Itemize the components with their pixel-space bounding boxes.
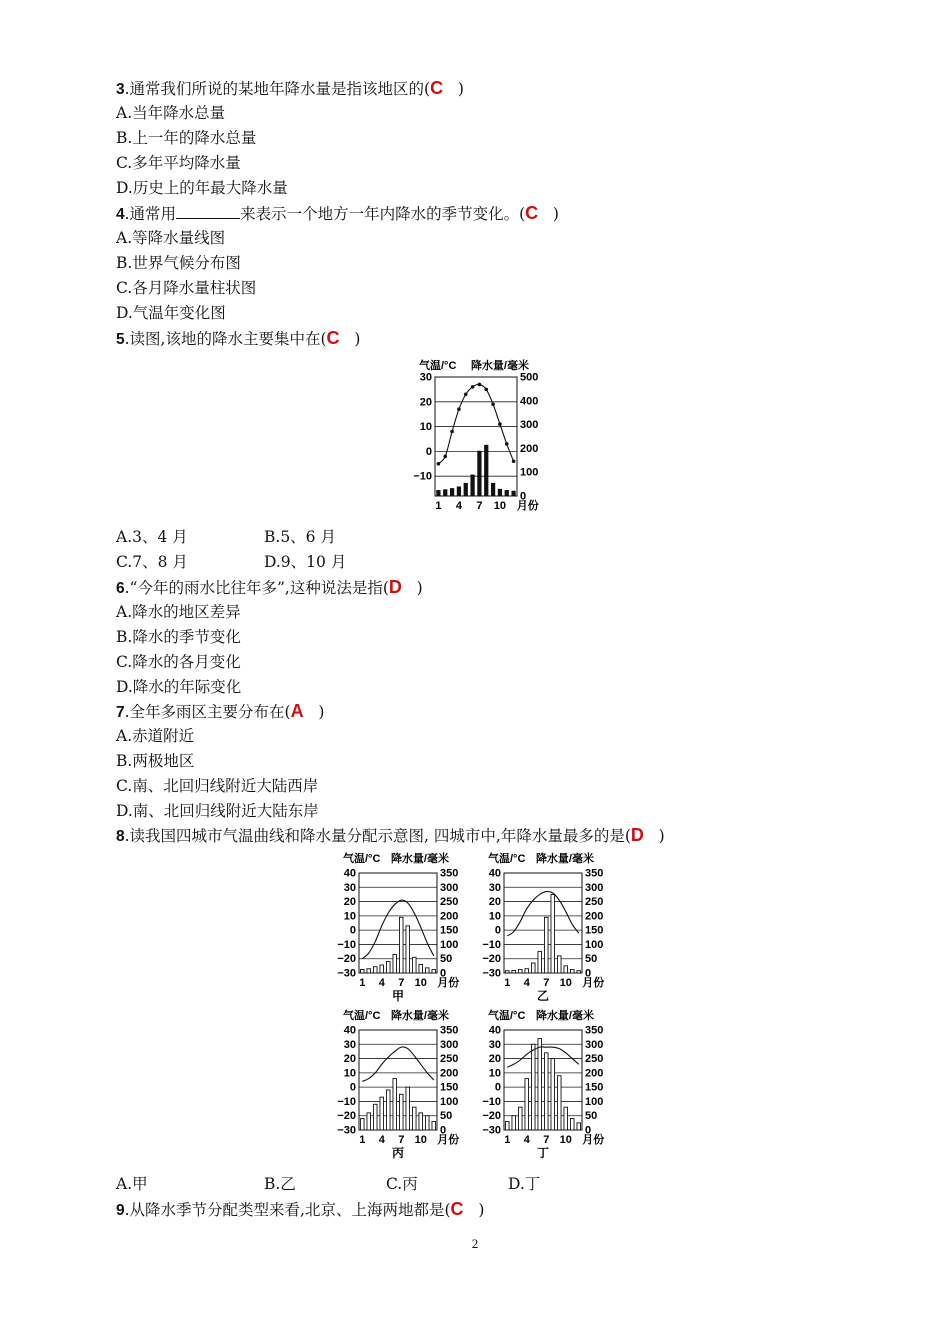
temperature-curve bbox=[362, 900, 434, 959]
q4-close: ) bbox=[552, 205, 559, 223]
q5-stem-text: .读图,该地的降水主要集中在( bbox=[124, 330, 327, 348]
precip-tick-label: 300 bbox=[440, 881, 459, 894]
temp-tick-label: 20 bbox=[419, 396, 432, 409]
q5-option-c: C.7、8 月 bbox=[116, 553, 188, 571]
month-tick-label: 1 bbox=[359, 977, 366, 989]
temp-tick-label: 0 bbox=[425, 445, 432, 458]
chart-frame bbox=[504, 1030, 582, 1130]
temperature-point bbox=[498, 422, 502, 426]
precip-bar bbox=[399, 917, 403, 973]
precip-bar bbox=[367, 1113, 371, 1130]
q8-stem bbox=[116, 825, 665, 847]
precip-bar bbox=[419, 1113, 423, 1130]
temp-tick-label: 20 bbox=[488, 1053, 501, 1066]
precip-tick-label: 50 bbox=[440, 953, 453, 966]
precip-tick-label: 0 bbox=[585, 967, 592, 980]
q4-option-b: B.世界气候分布图 bbox=[116, 254, 241, 272]
precip-axis-label: 降水量/毫米 bbox=[390, 853, 449, 865]
temp-tick-label: −30 bbox=[482, 1124, 501, 1137]
precip-tick-label: 350 bbox=[440, 867, 459, 880]
precip-bar bbox=[551, 894, 555, 973]
temperature-curve bbox=[362, 1047, 434, 1081]
q6-option-c: C.降水的各月变化 bbox=[116, 653, 241, 671]
q6-option-a: A.降水的地区差异 bbox=[116, 603, 241, 621]
temp-tick-label: 0 bbox=[494, 1081, 501, 1094]
q8-option-d: D.丁 bbox=[508, 1175, 541, 1193]
precip-bar bbox=[412, 957, 416, 973]
precip-bar bbox=[406, 926, 410, 973]
precip-bar bbox=[367, 969, 371, 973]
precip-tick-label: 300 bbox=[440, 1038, 459, 1051]
precip-bar bbox=[406, 1087, 410, 1130]
precip-bar bbox=[570, 970, 574, 973]
temp-axis-label: 气温/°C bbox=[488, 1010, 526, 1022]
q7-stem bbox=[116, 701, 324, 723]
q3-option-d: D.历史上的年最大降水量 bbox=[116, 179, 288, 197]
precip-bar bbox=[393, 1079, 397, 1130]
q3-option-b: B.上一年的降水总量 bbox=[116, 129, 257, 147]
month-tick-label: 4 bbox=[455, 500, 462, 512]
temperature-point bbox=[505, 442, 509, 446]
precip-tick-label: 200 bbox=[585, 910, 604, 923]
temp-tick-label: −30 bbox=[337, 1124, 356, 1137]
precip-tick-label: 400 bbox=[520, 395, 539, 408]
q7-number: 7 bbox=[116, 704, 125, 721]
temp-tick-label: −30 bbox=[482, 967, 501, 980]
month-tick-label: 10 bbox=[493, 500, 507, 512]
precip-bar bbox=[360, 1119, 364, 1130]
precip-tick-label: 0 bbox=[520, 490, 527, 503]
month-axis-label: 月份 bbox=[437, 1134, 460, 1146]
precip-tick-label: 150 bbox=[585, 924, 604, 937]
month-tick-label: 4 bbox=[378, 977, 385, 989]
q4-answer: C bbox=[525, 203, 539, 223]
precip-bar bbox=[512, 1116, 516, 1130]
precip-bar bbox=[505, 971, 509, 973]
temperature-point bbox=[478, 383, 482, 387]
temperature-curve bbox=[507, 1047, 579, 1067]
chart-frame bbox=[359, 873, 437, 973]
month-tick-label: 1 bbox=[504, 1134, 511, 1146]
temp-tick-label: −10 bbox=[482, 938, 501, 951]
q3-close: ) bbox=[457, 80, 464, 98]
precip-tick-label: 100 bbox=[440, 1095, 459, 1108]
precip-bar bbox=[432, 1121, 436, 1130]
temp-tick-label: −10 bbox=[482, 1095, 501, 1108]
temp-tick-label: 20 bbox=[343, 1053, 356, 1066]
month-axis-label: 月份 bbox=[437, 977, 460, 989]
q4-stem-text-a: .通常用 bbox=[124, 205, 177, 223]
precip-tick-label: 100 bbox=[585, 938, 604, 951]
temp-tick-label: 10 bbox=[488, 1067, 501, 1080]
month-tick-label: 7 bbox=[543, 977, 550, 989]
temperature-point bbox=[471, 385, 475, 389]
precip-tick-label: 0 bbox=[440, 1124, 447, 1137]
month-tick-label: 1 bbox=[359, 1134, 366, 1146]
chart-caption: 甲 bbox=[391, 989, 405, 1003]
precip-bar bbox=[470, 475, 474, 496]
precip-tick-label: 200 bbox=[440, 1067, 459, 1080]
q6-option-b: B.降水的季节变化 bbox=[116, 628, 241, 646]
month-tick-label: 10 bbox=[559, 1134, 572, 1146]
precip-tick-label: 250 bbox=[440, 896, 459, 909]
precip-tick-label: 50 bbox=[440, 1110, 453, 1123]
precip-bar bbox=[525, 1079, 529, 1130]
q7-answer: A bbox=[290, 701, 304, 721]
temperature-point bbox=[464, 393, 468, 397]
precip-axis-label: 降水量/毫米 bbox=[535, 853, 594, 865]
q8-chart-jia bbox=[335, 850, 475, 1010]
precip-bar bbox=[577, 971, 581, 973]
precip-bar bbox=[373, 1104, 377, 1130]
chart-caption: 丁 bbox=[536, 1146, 550, 1160]
q3-number: 3 bbox=[116, 81, 125, 98]
precip-tick-label: 150 bbox=[440, 924, 459, 937]
precip-bar bbox=[412, 1107, 416, 1130]
precip-bar bbox=[512, 970, 516, 973]
temp-tick-label: 10 bbox=[419, 421, 432, 434]
precip-axis-label: 降水量/毫米 bbox=[390, 1010, 449, 1022]
precip-tick-label: 50 bbox=[585, 953, 598, 966]
q7-option-d: D.南、北回归线附近大陆东岸 bbox=[116, 802, 319, 820]
month-tick-label: 7 bbox=[476, 500, 483, 512]
chart-caption: 乙 bbox=[536, 989, 550, 1003]
chart-caption: 丙 bbox=[391, 1146, 405, 1160]
precip-bar bbox=[484, 445, 488, 496]
precip-tick-label: 200 bbox=[585, 1067, 604, 1080]
temp-tick-label: −10 bbox=[413, 470, 432, 483]
precip-bar bbox=[380, 1097, 384, 1130]
q8-option-c: C.丙 bbox=[386, 1175, 418, 1193]
precip-tick-label: 350 bbox=[440, 1024, 459, 1037]
temp-tick-label: 10 bbox=[488, 910, 501, 923]
precip-tick-label: 150 bbox=[440, 1081, 459, 1094]
temp-tick-label: 20 bbox=[488, 896, 501, 909]
temp-tick-label: 10 bbox=[343, 910, 356, 923]
q3-option-c: C.多年平均降水量 bbox=[116, 154, 241, 172]
temp-axis-label: 气温/°C bbox=[419, 360, 457, 372]
precip-tick-label: 100 bbox=[585, 1095, 604, 1108]
q3-option-a: A.当年降水总量 bbox=[116, 104, 226, 122]
month-tick-label: 1 bbox=[435, 500, 442, 512]
precip-bar bbox=[511, 491, 515, 496]
temperature-point bbox=[484, 388, 488, 392]
month-tick-label: 7 bbox=[398, 1134, 405, 1146]
precip-bar bbox=[450, 488, 454, 496]
precip-tick-label: 250 bbox=[585, 1053, 604, 1066]
q4-stem-text-b: 来表示一个地方一年内降水的季节变化。( bbox=[240, 205, 526, 223]
q8-option-a: A.甲 bbox=[116, 1175, 148, 1193]
precip-bar bbox=[464, 483, 468, 496]
precip-bar bbox=[436, 490, 440, 496]
temp-tick-label: 0 bbox=[349, 924, 356, 937]
temperature-point bbox=[457, 407, 461, 411]
temp-tick-label: −20 bbox=[482, 953, 501, 966]
temperature-point bbox=[450, 430, 454, 434]
temp-tick-label: 40 bbox=[488, 867, 501, 880]
temperature-point bbox=[443, 455, 447, 459]
month-axis-label: 月份 bbox=[516, 500, 539, 512]
q6-option-d: D.降水的年际变化 bbox=[116, 678, 242, 696]
precip-tick-label: 300 bbox=[585, 881, 604, 894]
month-tick-label: 1 bbox=[504, 977, 511, 989]
month-axis-label: 月份 bbox=[582, 1134, 605, 1146]
q8-answer: D bbox=[630, 825, 644, 845]
q9-stem bbox=[116, 1199, 484, 1221]
precip-bar bbox=[491, 483, 495, 496]
page-number: 2 bbox=[471, 1236, 479, 1251]
q8-stem-text: .读我国四城市气温曲线和降水量分配示意图, 四城市中,年降水量最多的是( bbox=[124, 827, 631, 845]
temp-tick-label: −10 bbox=[337, 938, 356, 951]
precip-bar bbox=[570, 1119, 574, 1130]
temp-axis-label: 气温/°C bbox=[488, 853, 526, 865]
temp-tick-label: −30 bbox=[337, 967, 356, 980]
temp-tick-label: 30 bbox=[419, 371, 432, 384]
q8-chart-ding bbox=[480, 1007, 620, 1167]
precip-axis-label: 降水量/毫米 bbox=[535, 1010, 594, 1022]
temp-tick-label: 0 bbox=[349, 1081, 356, 1094]
temp-tick-label: 30 bbox=[488, 881, 501, 894]
q9-number: 9 bbox=[116, 1202, 125, 1219]
precip-tick-label: 300 bbox=[520, 419, 539, 432]
precip-bar bbox=[393, 954, 397, 973]
precip-bar bbox=[399, 1094, 403, 1130]
precip-tick-label: 200 bbox=[520, 442, 539, 455]
chart-frame bbox=[504, 873, 582, 973]
q3-stem bbox=[116, 78, 464, 100]
q5-option-d: D.9、10 月 bbox=[264, 553, 347, 571]
precip-bar bbox=[386, 962, 390, 973]
q8-option-b: B.乙 bbox=[264, 1175, 296, 1193]
precip-bar bbox=[557, 1076, 561, 1130]
temp-tick-label: −20 bbox=[337, 953, 356, 966]
precip-bar bbox=[457, 486, 461, 496]
temperature-curve bbox=[438, 384, 513, 463]
month-tick-label: 7 bbox=[398, 977, 405, 989]
precip-bar bbox=[505, 490, 509, 496]
precip-bar bbox=[564, 1107, 568, 1130]
q6-answer: D bbox=[388, 577, 402, 597]
precip-bar bbox=[425, 1116, 429, 1130]
q8-close: ) bbox=[658, 827, 665, 845]
precip-tick-label: 150 bbox=[585, 1081, 604, 1094]
precip-bar bbox=[538, 952, 542, 973]
precip-tick-label: 100 bbox=[520, 466, 539, 479]
precip-bar bbox=[557, 956, 561, 973]
precip-bar bbox=[531, 963, 535, 973]
q3-stem-text: .通常我们所说的某地年降水量是指该地区的( bbox=[124, 80, 431, 98]
q5-option-a: A.3、4 月 bbox=[116, 528, 188, 546]
month-tick-label: 4 bbox=[378, 1134, 385, 1146]
q5-number: 5 bbox=[116, 331, 125, 348]
q5-option-b: B.5、6 月 bbox=[264, 528, 336, 546]
q7-option-a: A.赤道附近 bbox=[116, 727, 195, 745]
temp-tick-label: 30 bbox=[488, 1038, 501, 1051]
temperature-point bbox=[437, 462, 441, 466]
temp-tick-label: 10 bbox=[343, 1067, 356, 1080]
q8-number: 8 bbox=[116, 828, 125, 845]
precip-bar bbox=[477, 451, 481, 496]
precip-tick-label: 350 bbox=[585, 1024, 604, 1037]
q7-close: ) bbox=[318, 703, 325, 721]
temp-tick-label: −20 bbox=[337, 1110, 356, 1123]
precip-bar bbox=[498, 489, 502, 496]
precip-bar bbox=[380, 965, 384, 973]
precip-bar bbox=[544, 917, 548, 973]
q8-chart-yi bbox=[480, 850, 620, 1010]
precip-bar bbox=[531, 1044, 535, 1130]
temp-tick-label: −10 bbox=[337, 1095, 356, 1108]
temp-tick-label: 20 bbox=[343, 896, 356, 909]
q7-option-b: B.两极地区 bbox=[116, 752, 195, 770]
temp-tick-label: 40 bbox=[488, 1024, 501, 1037]
q4-option-c: C.各月降水量柱状图 bbox=[116, 279, 257, 297]
q5-climate-chart bbox=[405, 355, 555, 515]
precip-tick-label: 100 bbox=[440, 938, 459, 951]
q4-option-a: A.等降水量线图 bbox=[116, 229, 226, 247]
precip-bar bbox=[518, 1107, 522, 1130]
precip-tick-label: 250 bbox=[585, 896, 604, 909]
precip-tick-label: 0 bbox=[440, 967, 447, 980]
q9-stem-text: .从降水季节分配类型来看,北京、上海两地都是( bbox=[124, 1201, 451, 1219]
month-tick-label: 10 bbox=[414, 977, 427, 989]
month-axis-label: 月份 bbox=[582, 977, 605, 989]
q5-close: ) bbox=[354, 330, 361, 348]
precip-bar bbox=[518, 970, 522, 973]
precip-tick-label: 200 bbox=[440, 910, 459, 923]
precip-tick-label: 350 bbox=[585, 867, 604, 880]
precip-tick-label: 300 bbox=[585, 1038, 604, 1051]
temp-tick-label: 30 bbox=[343, 1038, 356, 1051]
q4-stem bbox=[116, 203, 559, 225]
precip-tick-label: 0 bbox=[585, 1124, 592, 1137]
q9-answer: C bbox=[450, 1199, 464, 1219]
q6-number: 6 bbox=[116, 580, 125, 597]
precip-bar bbox=[505, 1121, 509, 1130]
temp-axis-label: 气温/°C bbox=[343, 1010, 381, 1022]
q3-answer: C bbox=[430, 78, 444, 98]
precip-bar bbox=[551, 1059, 555, 1130]
precip-bar bbox=[443, 489, 447, 496]
q5-stem bbox=[116, 328, 360, 350]
precip-bar bbox=[386, 1090, 390, 1130]
q4-option-d: D.气温年变化图 bbox=[116, 304, 226, 322]
q8-chart-bing bbox=[335, 1007, 475, 1167]
precip-bar bbox=[360, 970, 364, 973]
temp-tick-label: 30 bbox=[343, 881, 356, 894]
temperature-point bbox=[512, 459, 516, 463]
q4-blank bbox=[176, 204, 240, 219]
month-tick-label: 10 bbox=[414, 1134, 427, 1146]
q5-answer: C bbox=[326, 328, 340, 348]
q7-option-c: C.南、北回归线附近大陆西岸 bbox=[116, 777, 319, 795]
q6-stem-text: .“今年的雨水比往年多”,这种说法是指( bbox=[124, 579, 389, 597]
precip-bar bbox=[419, 964, 423, 973]
month-tick-label: 7 bbox=[543, 1134, 550, 1146]
precip-tick-label: 250 bbox=[440, 1053, 459, 1066]
temp-axis-label: 气温/°C bbox=[343, 853, 381, 865]
precip-bar bbox=[544, 1053, 548, 1130]
q9-close: ) bbox=[478, 1201, 485, 1219]
temp-tick-label: 0 bbox=[494, 924, 501, 937]
q6-close: ) bbox=[416, 579, 423, 597]
precip-bar bbox=[425, 968, 429, 973]
precip-bar bbox=[564, 966, 568, 973]
precip-tick-label: 50 bbox=[585, 1110, 598, 1123]
q4-number: 4 bbox=[116, 206, 125, 223]
temperature-point bbox=[491, 402, 495, 406]
precip-axis-label: 降水量/毫米 bbox=[470, 360, 529, 372]
precip-bar bbox=[525, 969, 529, 973]
q7-stem-text: .全年多雨区主要分布在( bbox=[124, 703, 291, 721]
month-tick-label: 10 bbox=[559, 977, 572, 989]
temperature-curve bbox=[507, 891, 579, 935]
q6-stem bbox=[116, 577, 423, 599]
precip-bar bbox=[577, 1123, 581, 1130]
temp-tick-label: −20 bbox=[482, 1110, 501, 1123]
temp-tick-label: 40 bbox=[343, 867, 356, 880]
month-tick-label: 4 bbox=[523, 977, 530, 989]
precip-bar bbox=[538, 1039, 542, 1130]
precip-bar bbox=[373, 967, 377, 973]
temp-tick-label: 40 bbox=[343, 1024, 356, 1037]
precip-tick-label: 500 bbox=[520, 371, 539, 384]
month-tick-label: 4 bbox=[523, 1134, 530, 1146]
precip-bar bbox=[432, 970, 436, 973]
